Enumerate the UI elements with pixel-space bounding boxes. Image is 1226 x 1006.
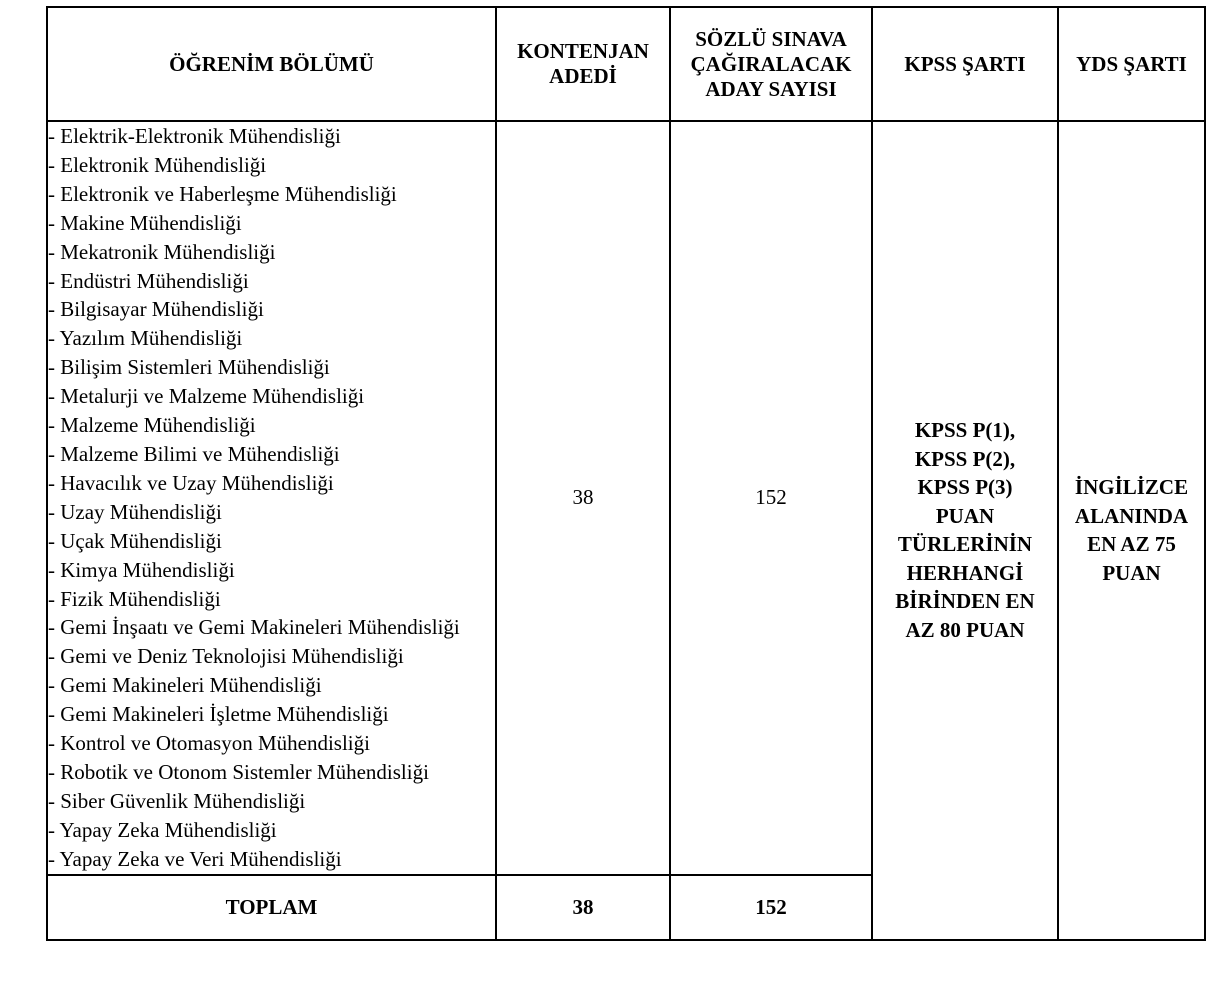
- kpss-requirement: KPSS P(1), KPSS P(2), KPSS P(3) PUAN TÜRLERİNİN HERHANGİ BİRİNDEN EN AZ 80 PUAN: [872, 121, 1058, 940]
- department-item: - Yapay Zeka Mühendisliği: [48, 817, 277, 842]
- department-item: - Gemi ve Deniz Teknolojisi Mühendisliği: [48, 644, 404, 669]
- department-item: - Siber Güvenlik Mühendisliği: [48, 788, 306, 813]
- department-item: - Malzeme Mühendisliği: [48, 413, 256, 438]
- department-item: - Mekatronik Mühendisliği: [48, 239, 276, 264]
- department-list: [48, 122, 495, 874]
- quota-count: 38: [496, 121, 670, 875]
- body-row: [47, 121, 1205, 875]
- total-label: TOPLAM: [47, 875, 496, 940]
- department-item: - Havacılık ve Uzay Mühendisliği: [48, 470, 334, 495]
- department-item: - Endüstri Mühendisliği: [48, 268, 249, 293]
- department-item: - Uzay Mühendisliği: [48, 499, 222, 524]
- department-item: - Malzeme Bilimi ve Mühendisliği: [48, 441, 340, 466]
- header-department: ÖĞRENİM BÖLÜMÜ: [47, 7, 496, 121]
- department-item: - Gemi İnşaatı ve Gemi Makineleri Mühendisliği: [48, 615, 460, 640]
- header-yds-requirement: YDS ŞARTI: [1058, 7, 1205, 121]
- department-item: - Gemi Makineleri İşletme Mühendisliği: [48, 702, 389, 727]
- header-quota: KONTENJAN ADEDİ: [496, 7, 670, 121]
- yds-requirement: İNGİLİZCE ALANINDA EN AZ 75 PUAN: [1058, 121, 1205, 940]
- department-item: - Metalurji ve Malzeme Mühendisliği: [48, 384, 365, 409]
- total-quota: 38: [496, 875, 670, 940]
- department-list-cell: [47, 121, 496, 875]
- header-kpss-requirement: KPSS ŞARTI: [872, 7, 1058, 121]
- department-item: - Bilişim Sistemleri Mühendisliği: [48, 355, 330, 380]
- department-item: - Makine Mühendisliği: [48, 210, 242, 235]
- department-item: - Bilgisayar Mühendisliği: [48, 297, 264, 322]
- department-item: - Fizik Mühendisliği: [48, 586, 221, 611]
- department-item: - Elektronik ve Haberleşme Mühendisliği: [48, 181, 397, 206]
- department-item: - Kontrol ve Otomasyon Mühendisliği: [48, 731, 370, 756]
- quota-table: [46, 6, 1206, 941]
- department-item: - Yapay Zeka ve Veri Mühendisliği: [48, 846, 342, 871]
- department-item: - Elektrik-Elektronik Mühendisliği: [48, 124, 341, 148]
- header-row: [47, 7, 1205, 121]
- department-item: - Robotik ve Otonom Sistemler Mühendisliği: [48, 759, 429, 784]
- department-item: - Yazılım Mühendisliği: [48, 326, 243, 351]
- interview-count: 152: [670, 121, 872, 875]
- department-item: - Gemi Makineleri Mühendisliği: [48, 673, 322, 698]
- header-interview-candidates: SÖZLÜ SINAVA ÇAĞIRALACAK ADAY SAYISI: [670, 7, 872, 121]
- department-item: - Kimya Mühendisliği: [48, 557, 235, 582]
- department-item: - Elektronik Mühendisliği: [48, 152, 267, 177]
- total-interview: 152: [670, 875, 872, 940]
- department-item: - Uçak Mühendisliği: [48, 528, 222, 553]
